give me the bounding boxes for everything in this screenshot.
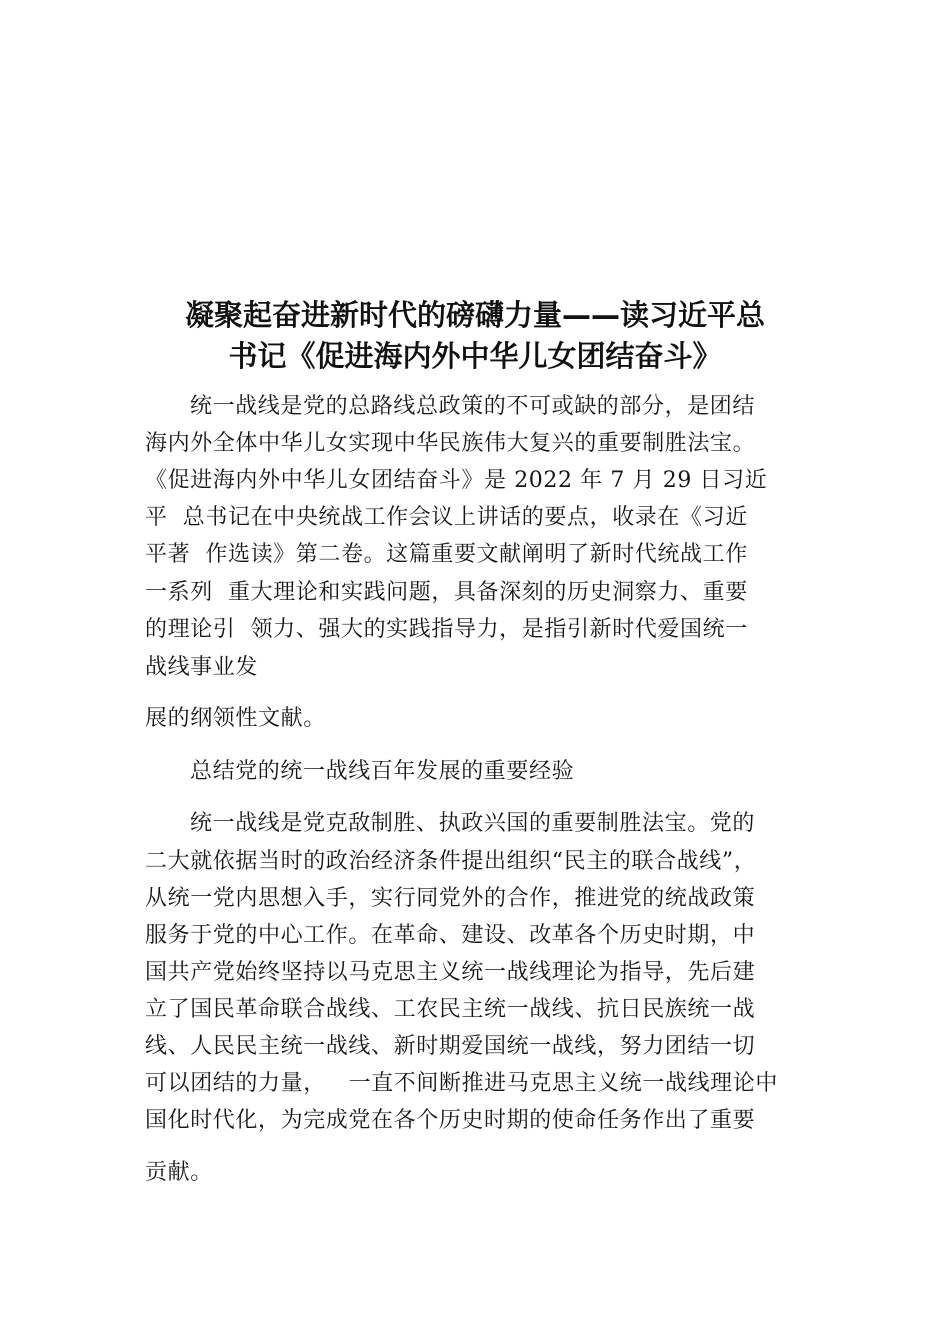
paragraph-2-line: 立了国民革命联合战线、工农民主统一战线、抗日民族统一战	[145, 997, 756, 1022]
paragraph-1-line: 《促进海内外中华儿女团结奋斗》是 2022 年 7 月 29 日习近	[145, 468, 768, 493]
paragraph-2-line: 可以团结的力量， 一直不间断推进马克思主义统一战线理论中	[145, 1071, 778, 1096]
paragraph-1-line: 战线事业发	[145, 655, 259, 680]
paragraph-2-line: 线、人民民主统一战线、新时期爱国统一战线，努力团结一切	[145, 1034, 756, 1059]
paragraph-2-line: 从统一党内思想入手，实行同党外的合作，推进党的统战政策	[145, 886, 756, 911]
paragraph-2-line: 国共产党始终坚持以马克思主义统一战线理论为指导，先后建	[145, 960, 756, 985]
paragraph-2-line: 国化时代化，为完成党在各个历史时期的使命任务作出了重要	[145, 1108, 756, 1133]
paragraph-2-line: 贡献。	[145, 1160, 213, 1185]
document-title-line-2: 书记《促进海内外中华儿女团结奋斗》	[228, 339, 722, 373]
paragraph-2-line: 统一战线是党克敌制胜、执政兴国的重要制胜法宝。党的	[190, 811, 756, 836]
paragraph-1-line: 一系列 重大理论和实践问题，具备深刻的历史洞察力、重要	[145, 580, 748, 605]
paragraph-1-line: 展的纲领性文献。	[145, 706, 326, 731]
paragraph-2-line: 服务于党的中心工作。在革命、建设、改革各个历史时期，中	[145, 923, 756, 948]
paragraph-1-line: 海内外全体中华儿女实现中华民族伟大复兴的重要制胜法宝。	[145, 431, 756, 456]
paragraph-2-line: 二大就依据当时的政治经济条件提出组织“民主的联合战线”，	[145, 849, 757, 874]
paragraph-1-line: 统一战线是党的总路线总政策的不可或缺的部分，是团结	[190, 394, 756, 419]
document-title-line-1: 凝聚起奋进新时代的磅礴力量——读习近平总	[184, 298, 765, 332]
section-heading: 总结党的统一战线百年发展的重要经验	[190, 759, 575, 784]
paragraph-1-line: 平著 作选读》第二卷。这篇重要文献阐明了新时代统战工作	[145, 542, 748, 567]
paragraph-1-line: 的理论引 领力、强大的实践指导力，是指引新时代爱国统一	[145, 617, 748, 642]
paragraph-1-line: 平 总书记在中央统战工作会议上讲话的要点，收录在《习近	[145, 505, 748, 530]
